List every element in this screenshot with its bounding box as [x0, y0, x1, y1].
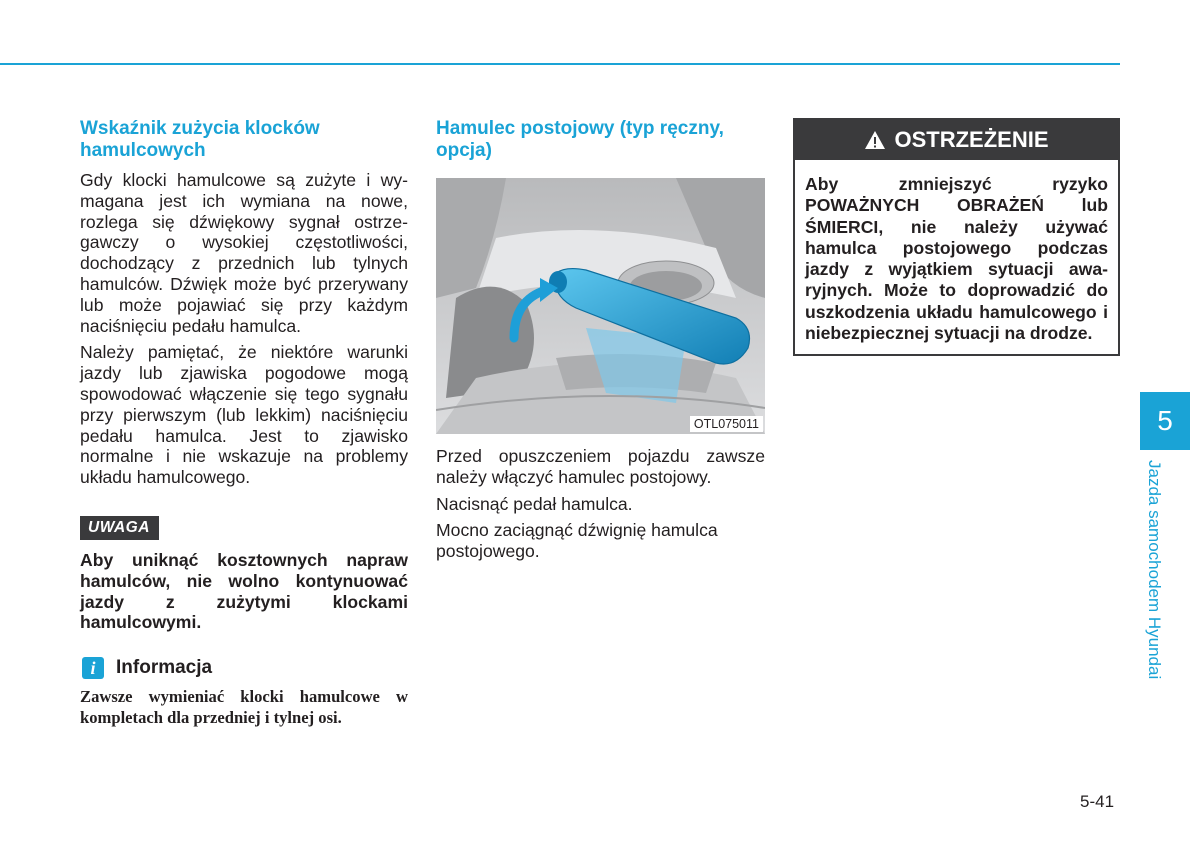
console-drawing	[436, 178, 765, 434]
warning-text: Aby zmniejszyć ryzyko POWAŻNYCH OBRAŻEŃ lub ŚMIERCI, nie należy używać hamulca postojowego podczas jazdy z wyjątkiem sytuacji awaryjnych. Może to doprowadzić do uszkodzenia układu hamulcowego i niebezpiecznej sytuacji na drodze.	[805, 174, 1108, 344]
brake-pad-paragraph-2: Należy pamiętać, że niektóre warunki jazdy lub zjawiska pogodowe mogą spowodować włączenie się tego sygnału przy pierwszym (lub lekkim) naciśnięciu pedału hamulca. Jest to zjawisko normalne i nie wskazuje na problemy układu hamulcowego.	[80, 342, 408, 488]
column-parking-brake	[436, 118, 765, 568]
column-brake-pad-indicator	[80, 118, 408, 728]
warning-title: OSTRZEŻENIE	[894, 127, 1049, 152]
chapter-number-tab: 5	[1140, 392, 1190, 450]
brake-pad-heading: Wskaźnik zużycia klocków hamulcowych	[80, 118, 320, 161]
parking-brake-paragraph-2: Nacisnąć pedał hamulca.	[436, 493, 633, 514]
brake-pad-paragraph-1: Gdy klocki hamulcowe są zużyte i wymagana jest ich wymiana na nowe, rozlega się dźwiękowy sygnał ostrzegawczy o wysokiej częstotliwości, dochodzący z przednich lub tylnych hamulców. Dźwięk może być przerywany lub może pojawiać się przy każdym naciśnięciu pedału hamulca.	[80, 170, 408, 336]
warning-box	[793, 118, 1120, 356]
information-text: Zawsze wymieniać klocki hamulcowe w kompletach dla przedniej i tylnej osi.	[80, 687, 408, 727]
information-title: Informacja	[116, 657, 213, 679]
warning-triangle-icon	[864, 130, 886, 150]
information-header	[82, 657, 408, 679]
top-rule	[0, 63, 1120, 65]
parking-brake-heading: Hamulec postojowy (typ ręczny, opcja)	[436, 118, 724, 161]
warning-header	[795, 120, 1118, 160]
figure-code: OTL075011	[690, 416, 763, 432]
info-icon: i	[82, 657, 104, 679]
page-number: 5-41	[1080, 792, 1115, 811]
chapter-title: Jazda samochodem Hyundai	[1145, 460, 1164, 680]
parking-brake-paragraph-3: Mocno zaciągnąć dźwignię hamulca postojowego.	[436, 520, 718, 562]
column-warning	[793, 118, 1120, 356]
parking-brake-paragraph-1: Przed opuszczeniem pojazdu zawsze należy włączyć hamulec postojowy.	[436, 446, 765, 487]
parking-brake-illustration	[436, 178, 765, 434]
caution-label: UWAGA	[80, 516, 159, 540]
caution-text: Aby uniknąć kosztownych napraw hamulców, nie wolno kontynuować jazdy z zużytymi klockami hamulcowymi.	[80, 549, 408, 633]
